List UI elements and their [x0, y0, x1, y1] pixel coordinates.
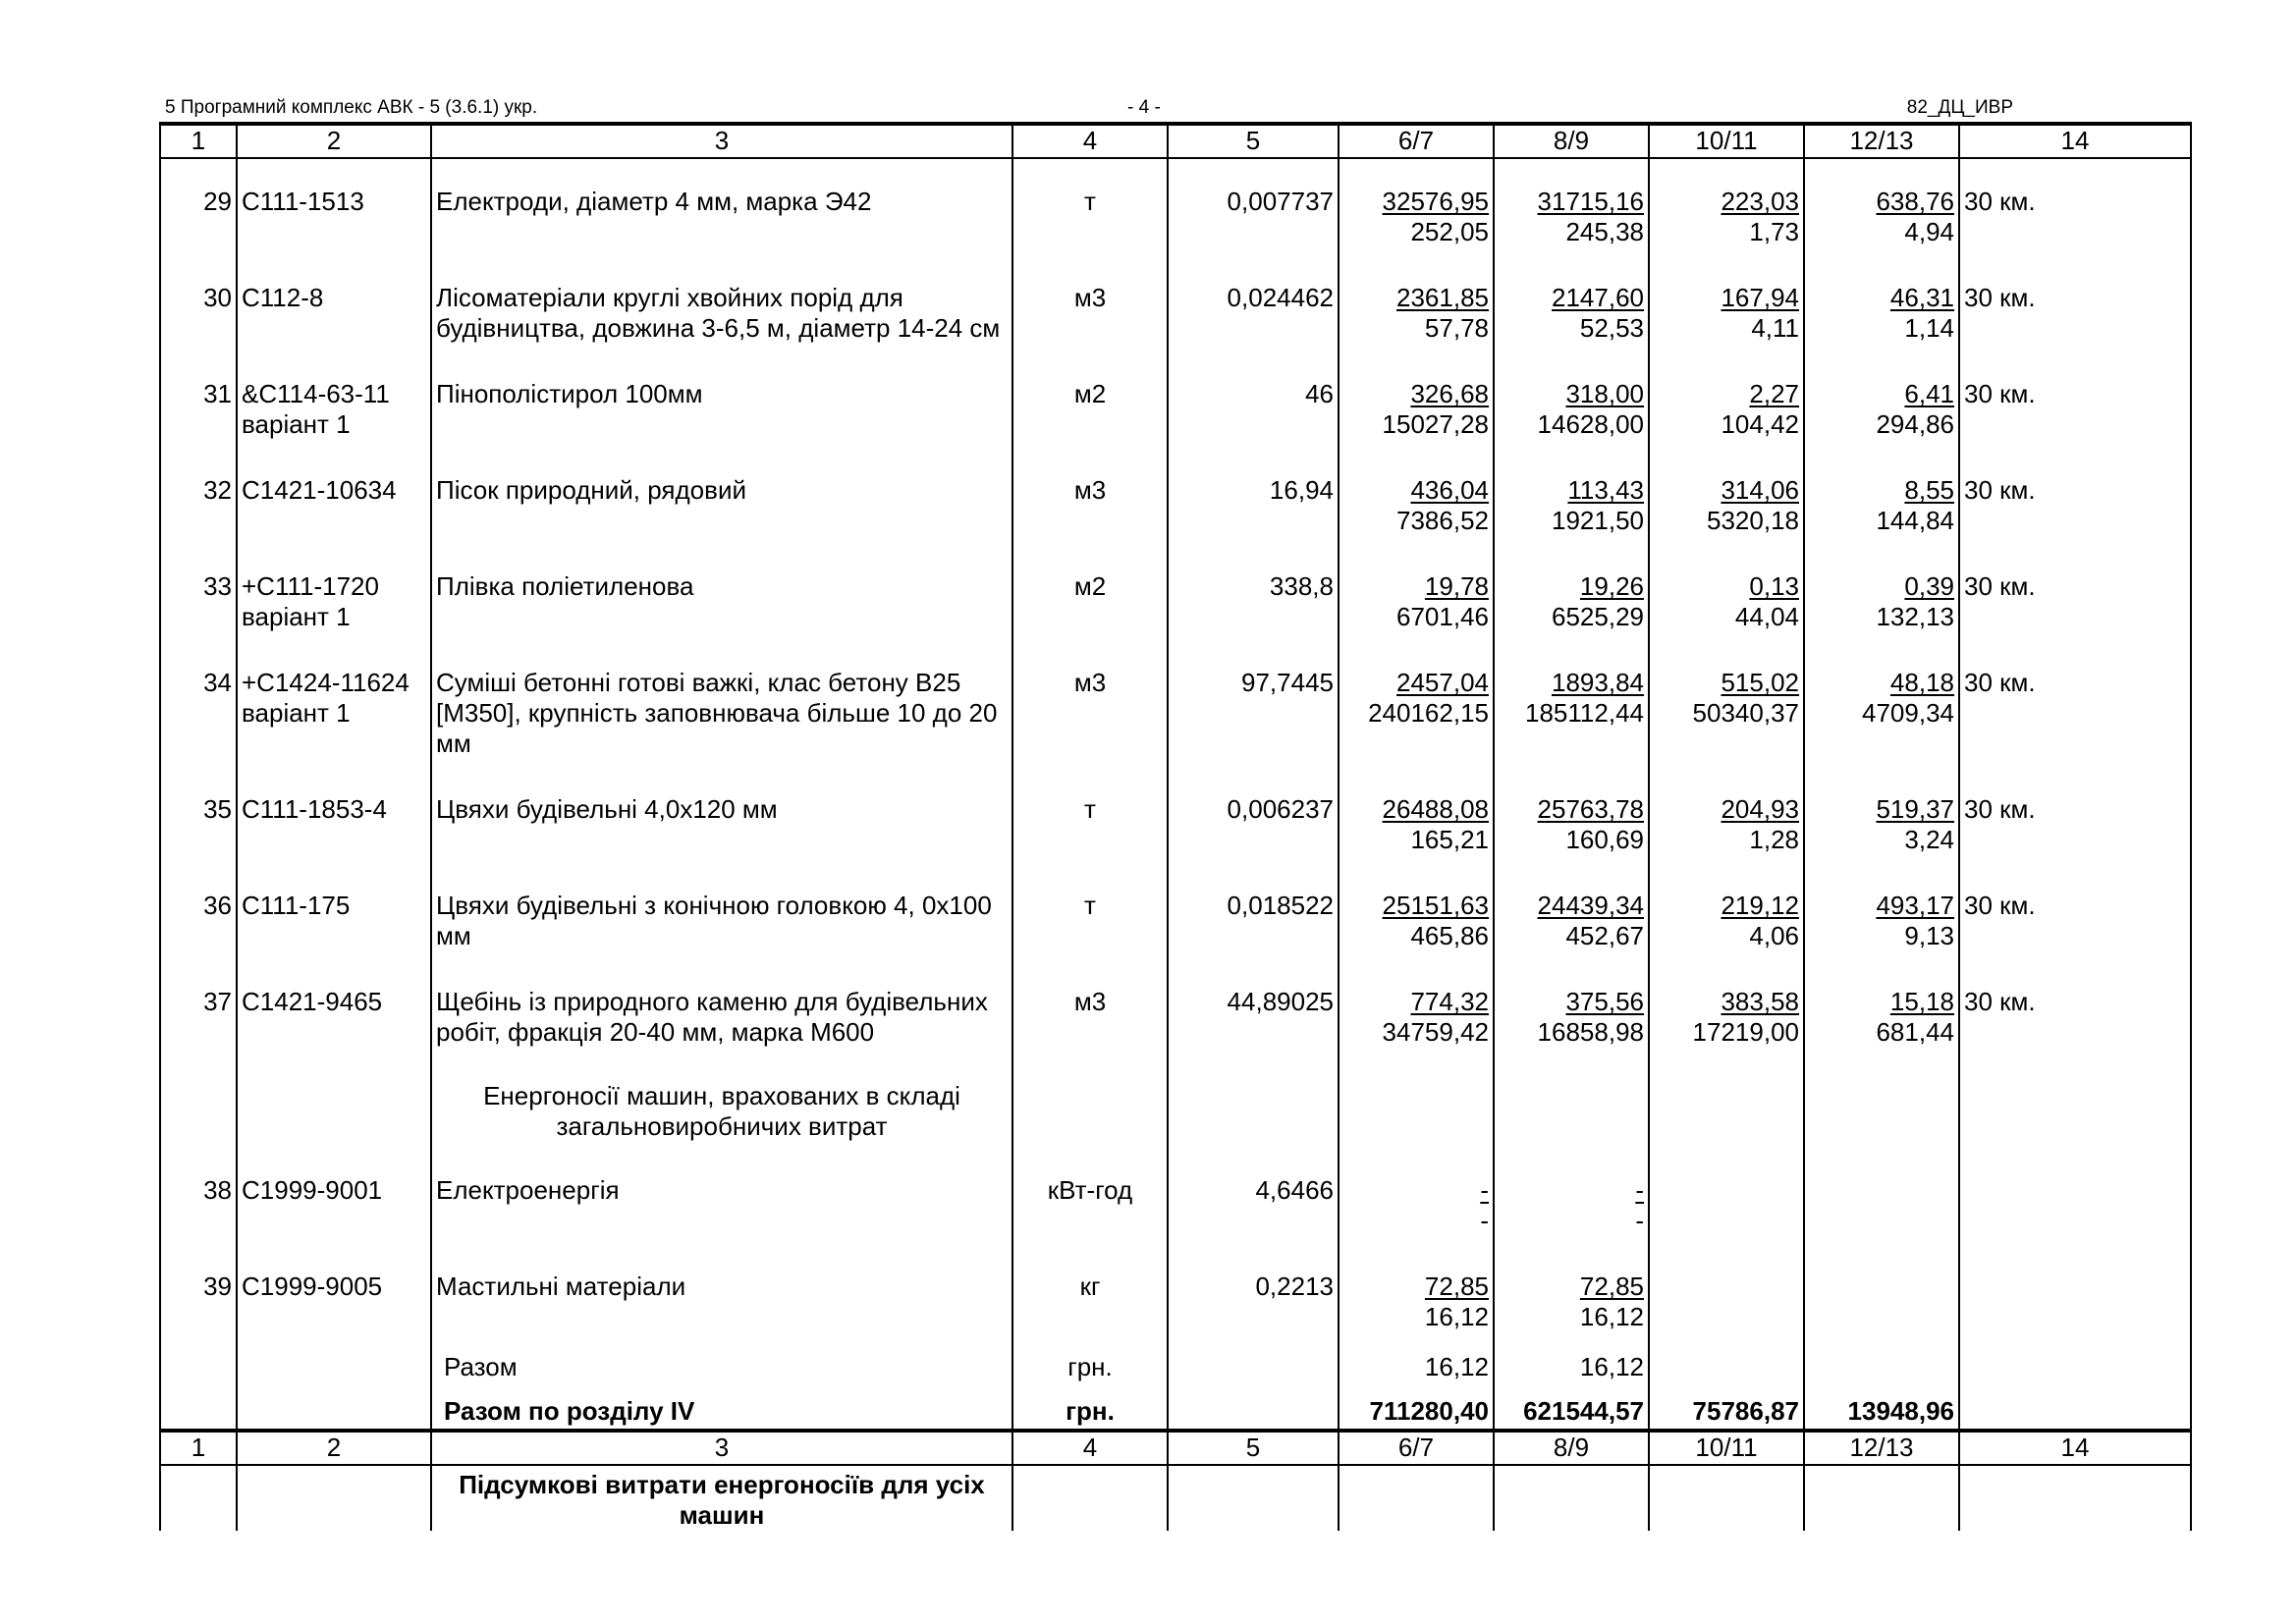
unit-price: 24439,34 [1537, 891, 1644, 920]
item-code: С1999-9001 [237, 1150, 431, 1246]
total-price: 185112,44 [1525, 698, 1644, 728]
cost-col-6-7 [1339, 769, 1494, 865]
cost-col-8-9 [1494, 257, 1649, 353]
item-note: 30 км. [1959, 158, 2191, 257]
unit-price: 318,00 [1565, 379, 1644, 408]
total-price: - [1635, 1206, 1644, 1235]
total-price: 245,38 [1565, 217, 1644, 246]
item-quantity: 46 [1168, 353, 1339, 450]
cost-col-10-11 [1649, 1246, 1804, 1342]
cost-col-8-9 [1494, 353, 1649, 450]
table-row [160, 158, 2191, 257]
total-price: 14628,00 [1537, 409, 1644, 439]
item-unit: м3 [1012, 257, 1168, 353]
item-quantity: 0,006237 [1168, 769, 1339, 865]
cost-col-10-11 [1649, 257, 1804, 353]
section-total-label: Разом по розділу IV [431, 1384, 1012, 1431]
unit-price: 25763,78 [1537, 794, 1644, 824]
cost-col-8-9 [1494, 1150, 1649, 1246]
total-price: 681,44 [1876, 1017, 1954, 1047]
unit-price: 25151,63 [1382, 891, 1489, 920]
total-price: 15027,28 [1382, 409, 1489, 439]
item-code: +С111-1720 варіант 1 [237, 546, 431, 642]
item-quantity: 0,007737 [1168, 158, 1339, 257]
item-note: 30 км. [1959, 546, 2191, 642]
item-name: Пінополістирол 100мм [431, 353, 1012, 450]
final-section-title: Підсумкові витрати енергоносіїв для усіх машин [431, 1465, 1012, 1531]
page-header [165, 96, 2013, 120]
item-unit: кг [1012, 1246, 1168, 1342]
total-price: 52,53 [1579, 313, 1644, 343]
empty [1959, 1057, 2191, 1150]
document-code: 82_ДЦ_ИВР [1906, 97, 2013, 118]
item-unit: м2 [1012, 353, 1168, 450]
item-quantity: 0,024462 [1168, 257, 1339, 353]
cost-col-10-11 [1649, 769, 1804, 865]
item-note: 30 км. [1959, 642, 2191, 769]
section-title-row [160, 1057, 2191, 1150]
unit-price: 48,18 [1889, 668, 1954, 697]
subtotal-row [160, 1342, 2191, 1384]
column-number: 12/13 [1804, 124, 1959, 158]
subtotal-col-6-7: 16,12 [1339, 1342, 1494, 1384]
cost-col-10-11 [1649, 961, 1804, 1057]
cost-col-8-9 [1494, 1246, 1649, 1342]
empty [1168, 1465, 1339, 1531]
cost-col-6-7 [1339, 642, 1494, 769]
section-title: Енергоносії машин, врахованих в складі загальновиробничих витрат [431, 1057, 1012, 1150]
column-number: 10/11 [1649, 124, 1804, 158]
empty [1649, 1057, 1804, 1150]
page-number: - 4 - [1127, 97, 1161, 118]
item-unit: т [1012, 158, 1168, 257]
table-row [160, 257, 2191, 353]
total-price: 16858,98 [1537, 1017, 1644, 1047]
cost-col-8-9 [1494, 865, 1649, 961]
cost-col-12-13 [1804, 257, 1959, 353]
empty [237, 1465, 431, 1531]
item-name: Щебінь із природного каменю для будівельних робіт, фракція 20-40 мм, марка М600 [431, 961, 1012, 1057]
total-price: 1,73 [1749, 217, 1799, 246]
table-row [160, 769, 2191, 865]
total-price: 4,11 [1751, 313, 1799, 343]
row-number: 38 [160, 1150, 237, 1246]
cost-col-12-13 [1804, 546, 1959, 642]
empty [1959, 1465, 2191, 1531]
column-number: 2 [237, 1431, 431, 1465]
cost-col-12-13 [1804, 158, 1959, 257]
empty [1168, 1342, 1339, 1384]
unit-price: 204,93 [1721, 794, 1799, 824]
empty [1804, 1465, 1959, 1531]
row-number: 32 [160, 450, 237, 546]
unit-price: 223,03 [1721, 187, 1799, 216]
total-price: 160,69 [1565, 825, 1644, 854]
item-unit: м3 [1012, 642, 1168, 769]
total-price: 465,86 [1410, 921, 1489, 950]
column-number-row [160, 124, 2191, 158]
item-name: Електроди, діаметр 4 мм, марка Э42 [431, 158, 1012, 257]
table-row [160, 865, 2191, 961]
item-unit: м3 [1012, 450, 1168, 546]
cost-col-12-13 [1804, 1246, 1959, 1342]
item-name: Мастильні матеріали [431, 1246, 1012, 1342]
cost-col-8-9 [1494, 158, 1649, 257]
total-price: - [1480, 1206, 1489, 1235]
total-price: 9,13 [1904, 921, 1954, 950]
total-price: 144,84 [1876, 506, 1954, 535]
item-name: Цвяхи будівельні з конічною головкою 4, 0х100 мм [431, 865, 1012, 961]
cost-col-6-7 [1339, 158, 1494, 257]
column-number: 4 [1012, 124, 1168, 158]
item-name: Цвяхи будівельні 4,0х120 мм [431, 769, 1012, 865]
cost-col-12-13 [1804, 1150, 1959, 1246]
column-number: 3 [431, 124, 1012, 158]
section-total-col-6-7: 711280,40 [1339, 1384, 1494, 1431]
unit-price: 2147,60 [1552, 283, 1644, 312]
item-note: 30 км. [1959, 450, 2191, 546]
unit-price: 31715,16 [1537, 187, 1644, 216]
cost-col-12-13 [1804, 450, 1959, 546]
item-name: Лісоматеріали круглі хвойних порід для будівництва, довжина 3-6,5 м, діаметр 14-24 см [431, 257, 1012, 353]
empty [1012, 1057, 1168, 1150]
column-number: 1 [160, 1431, 237, 1465]
empty [1649, 1465, 1804, 1531]
item-quantity: 97,7445 [1168, 642, 1339, 769]
item-quantity: 0,2213 [1168, 1246, 1339, 1342]
unit-price: 6,41 [1904, 379, 1954, 408]
cost-col-10-11 [1649, 865, 1804, 961]
empty [1649, 1342, 1804, 1384]
cost-col-8-9 [1494, 642, 1649, 769]
empty [1804, 1057, 1959, 1150]
cost-col-6-7 [1339, 961, 1494, 1057]
unit-price: 72,85 [1579, 1271, 1644, 1301]
software-label: 5 Програмний комплекс АВК - 5 (3.6.1) укр. [165, 97, 538, 118]
row-number: 36 [160, 865, 237, 961]
cost-col-6-7 [1339, 546, 1494, 642]
cost-col-8-9 [1494, 961, 1649, 1057]
item-name: Плівка поліетиленова [431, 546, 1012, 642]
unit-price: 219,12 [1721, 891, 1799, 920]
unit-price: 774,32 [1410, 987, 1489, 1016]
cost-col-10-11 [1649, 158, 1804, 257]
item-name: Пісок природний, рядовий [431, 450, 1012, 546]
total-price: 252,05 [1410, 217, 1489, 246]
row-number: 30 [160, 257, 237, 353]
empty [237, 1384, 431, 1431]
unit-price: 2,27 [1749, 379, 1799, 408]
unit-price: 326,68 [1410, 379, 1489, 408]
total-price: 1921,50 [1552, 506, 1644, 535]
column-number: 10/11 [1649, 1431, 1804, 1465]
item-code: С1421-10634 [237, 450, 431, 546]
cost-col-8-9 [1494, 769, 1649, 865]
item-unit: кВт-год [1012, 1150, 1168, 1246]
section-total-col-12-13: 13948,96 [1804, 1384, 1959, 1431]
section-total-col-8-9: 621544,57 [1494, 1384, 1649, 1431]
empty [1339, 1057, 1494, 1150]
empty [1959, 1342, 2191, 1384]
unit-price: 519,37 [1876, 794, 1954, 824]
total-price: 17219,00 [1692, 1017, 1799, 1047]
table-row [160, 450, 2191, 546]
total-price: 5320,18 [1707, 506, 1799, 535]
section-total-row [160, 1384, 2191, 1431]
cost-col-6-7 [1339, 353, 1494, 450]
unit-price: 8,55 [1904, 475, 1954, 505]
empty [237, 1057, 431, 1150]
unit-price: - [1480, 1175, 1489, 1205]
item-unit: м2 [1012, 546, 1168, 642]
column-number: 3 [431, 1431, 1012, 1465]
column-number: 6/7 [1339, 1431, 1494, 1465]
item-name: Електроенергія [431, 1150, 1012, 1246]
row-number: 33 [160, 546, 237, 642]
total-price: 16,12 [1424, 1302, 1489, 1331]
item-code: С111-1513 [237, 158, 431, 257]
row-number: 34 [160, 642, 237, 769]
cost-col-12-13 [1804, 642, 1959, 769]
total-price: 452,67 [1565, 921, 1644, 950]
item-code: С1421-9465 [237, 961, 431, 1057]
item-note: 30 км. [1959, 961, 2191, 1057]
unit-price: 0,13 [1749, 571, 1799, 601]
unit-price: 314,06 [1721, 475, 1799, 505]
cost-col-10-11 [1649, 1150, 1804, 1246]
column-number: 14 [1959, 124, 2191, 158]
empty [1494, 1057, 1649, 1150]
item-quantity: 44,89025 [1168, 961, 1339, 1057]
item-name: Суміші бетонні готові важкі, клас бетону В25 [М350], крупність заповнювача більше 10 до 20 мм [431, 642, 1012, 769]
cost-col-12-13 [1804, 865, 1959, 961]
total-price: 165,21 [1410, 825, 1489, 854]
empty [160, 1057, 237, 1150]
empty [1959, 1384, 2191, 1431]
subtotal-label: Разом [431, 1342, 1012, 1384]
unit-price: 15,18 [1889, 987, 1954, 1016]
empty [160, 1465, 237, 1531]
item-quantity: 16,94 [1168, 450, 1339, 546]
table-row [160, 642, 2191, 769]
column-number: 12/13 [1804, 1431, 1959, 1465]
empty [160, 1342, 237, 1384]
cost-col-12-13 [1804, 353, 1959, 450]
subtotal-col-8-9: 16,12 [1494, 1342, 1649, 1384]
column-number: 1 [160, 124, 237, 158]
row-number: 31 [160, 353, 237, 450]
item-code: &С114-63-11 варіант 1 [237, 353, 431, 450]
table-row [160, 353, 2191, 450]
item-quantity: 338,8 [1168, 546, 1339, 642]
item-code: С111-175 [237, 865, 431, 961]
table-row [160, 961, 2191, 1057]
cost-col-6-7 [1339, 450, 1494, 546]
total-price: 104,42 [1721, 409, 1799, 439]
cost-col-6-7 [1339, 865, 1494, 961]
column-number-row [160, 1431, 2191, 1465]
item-unit: т [1012, 769, 1168, 865]
unit-price: 19,78 [1424, 571, 1489, 601]
row-number: 37 [160, 961, 237, 1057]
cost-col-10-11 [1649, 450, 1804, 546]
empty [160, 1384, 237, 1431]
total-price: 3,24 [1904, 825, 1954, 854]
total-price: 16,12 [1579, 1302, 1644, 1331]
item-note: 30 км. [1959, 257, 2191, 353]
item-quantity: 4,6466 [1168, 1150, 1339, 1246]
cost-col-8-9 [1494, 450, 1649, 546]
unit-price: 2457,04 [1396, 668, 1489, 697]
item-code: С1999-9005 [237, 1246, 431, 1342]
empty [1012, 1465, 1168, 1531]
unit-price: 26488,08 [1382, 794, 1489, 824]
total-price: 7386,52 [1396, 506, 1489, 535]
total-price: 4,06 [1749, 921, 1799, 950]
unit-price: 167,94 [1721, 283, 1799, 312]
unit-price: 72,85 [1424, 1271, 1489, 1301]
cost-col-6-7 [1339, 257, 1494, 353]
unit-price: 113,43 [1567, 475, 1644, 505]
unit-price: - [1635, 1175, 1644, 1205]
unit-price: 0,39 [1904, 571, 1954, 601]
table-row [160, 1246, 2191, 1342]
unit-price: 493,17 [1876, 891, 1954, 920]
cost-col-12-13 [1804, 961, 1959, 1057]
total-price: 50340,37 [1692, 698, 1799, 728]
column-number: 2 [237, 124, 431, 158]
total-price: 1,28 [1749, 825, 1799, 854]
total-price: 34759,42 [1382, 1017, 1489, 1047]
row-number: 29 [160, 158, 237, 257]
total-price: 4709,34 [1862, 698, 1954, 728]
unit-price: 515,02 [1721, 668, 1799, 697]
item-code: С112-8 [237, 257, 431, 353]
total-price: 294,86 [1876, 409, 1954, 439]
unit-price: 375,56 [1565, 987, 1644, 1016]
item-code: +С1424-11624 варіант 1 [237, 642, 431, 769]
table-row [160, 546, 2191, 642]
total-price: 132,13 [1876, 602, 1954, 631]
unit-price: 638,76 [1876, 187, 1954, 216]
subtotal-unit: грн. [1012, 1342, 1168, 1384]
total-price: 6525,29 [1552, 602, 1644, 631]
column-number: 8/9 [1494, 124, 1649, 158]
section-total-unit: грн. [1012, 1384, 1168, 1431]
cost-col-10-11 [1649, 353, 1804, 450]
item-note: 30 км. [1959, 353, 2191, 450]
total-price: 6701,46 [1396, 602, 1489, 631]
unit-price: 46,31 [1889, 283, 1954, 312]
final-title-row [160, 1465, 2191, 1531]
item-note: 30 км. [1959, 865, 2191, 961]
column-number: 5 [1168, 124, 1339, 158]
item-note [1959, 1150, 2191, 1246]
cost-col-12-13 [1804, 769, 1959, 865]
total-price: 240162,15 [1368, 698, 1489, 728]
row-number: 35 [160, 769, 237, 865]
cost-col-10-11 [1649, 546, 1804, 642]
row-number: 39 [160, 1246, 237, 1342]
item-unit: т [1012, 865, 1168, 961]
unit-price: 19,26 [1579, 571, 1644, 601]
estimate-table [159, 122, 2192, 1531]
empty [237, 1342, 431, 1384]
item-note: 30 км. [1959, 769, 2191, 865]
cost-col-10-11 [1649, 642, 1804, 769]
unit-price: 1893,84 [1552, 668, 1644, 697]
empty [1339, 1465, 1494, 1531]
cost-col-6-7 [1339, 1246, 1494, 1342]
column-number: 8/9 [1494, 1431, 1649, 1465]
total-price: 57,78 [1424, 313, 1489, 343]
empty [1168, 1057, 1339, 1150]
empty [1168, 1384, 1339, 1431]
column-number: 5 [1168, 1431, 1339, 1465]
total-price: 1,14 [1904, 313, 1954, 343]
empty [1804, 1342, 1959, 1384]
table-row [160, 1150, 2191, 1246]
section-total-col-10-11: 75786,87 [1649, 1384, 1804, 1431]
item-note [1959, 1246, 2191, 1342]
unit-price: 2361,85 [1396, 283, 1489, 312]
total-price: 44,04 [1734, 602, 1799, 631]
column-number: 14 [1959, 1431, 2191, 1465]
item-unit: м3 [1012, 961, 1168, 1057]
column-number: 6/7 [1339, 124, 1494, 158]
cost-col-8-9 [1494, 546, 1649, 642]
item-code: С111-1853-4 [237, 769, 431, 865]
empty [1494, 1465, 1649, 1531]
unit-price: 32576,95 [1382, 187, 1489, 216]
column-number: 4 [1012, 1431, 1168, 1465]
unit-price: 383,58 [1721, 987, 1799, 1016]
item-quantity: 0,018522 [1168, 865, 1339, 961]
unit-price: 436,04 [1410, 475, 1489, 505]
total-price: 4,94 [1904, 217, 1954, 246]
cost-col-6-7 [1339, 1150, 1494, 1246]
